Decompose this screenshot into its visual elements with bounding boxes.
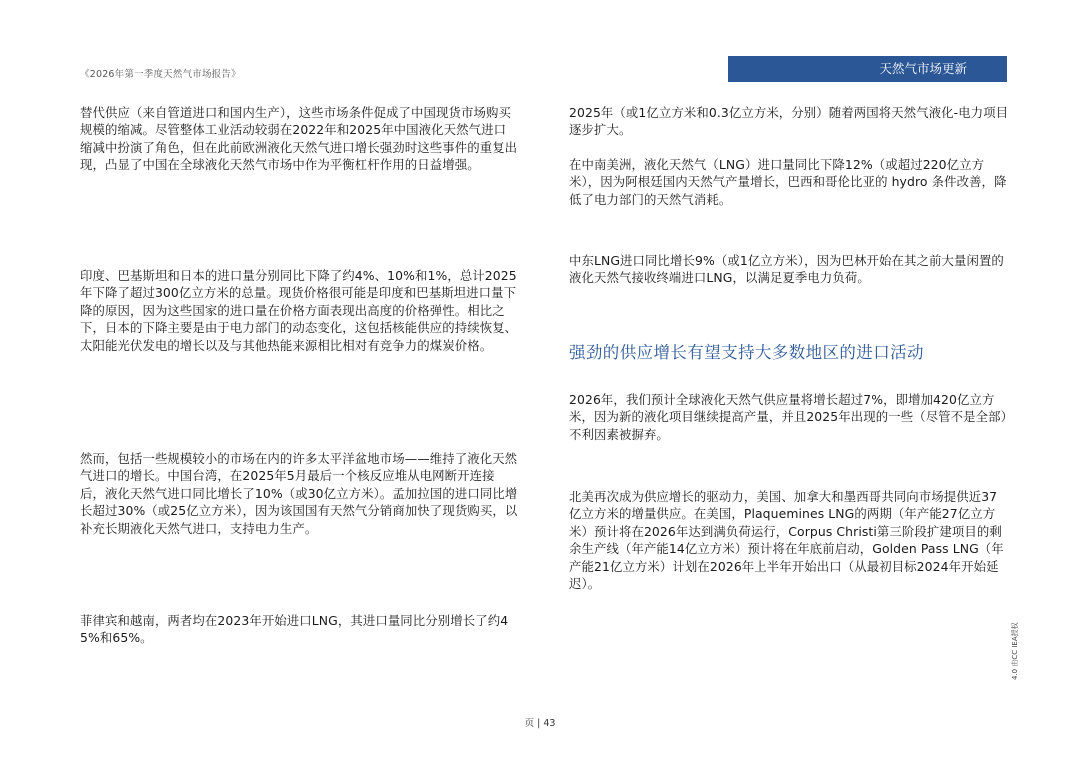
- right-paragraph-1: 2025年（或1亿立方米和0.3亿立方米，分别）随着两国将天然气液化-电力项目逐步扩大。: [569, 105, 1009, 138]
- right-paragraph-5: 北美再次成为供应增长的驱动力，美国、加拿大和墨西哥共同向市场提供近37亿立方米的增量供应。在美国，Plaquemines LNG的两期（年产能27亿立方米）预计将在2026年达到满负荷运行，Corpus Christi第三阶段扩建项目的剩余生产线（年产能14亿立方米）预计将在年底前启动，Golden Pass LNG（年产能21亿立方米）计划在2026年上半年开始出口（从最初目标2024年开始延迟）。: [569, 489, 1004, 592]
- right-paragraph-4: 2026年，我们预计全球液化天然气供应量将增长超过7%，即增加420亿立方米，因为新的液化项目继续提高产量，并且2025年出现的一些（尽管不是全部）不利因素被摒弃。: [569, 392, 1007, 442]
- section-banner: 天然气市场更新: [728, 56, 1007, 82]
- section-heading: 强劲的供应增长有望支持大多数地区的进口活动: [569, 343, 924, 362]
- license-note: 4.0 由CC IEA授权: [1011, 622, 1019, 680]
- left-paragraph-3: 然而，包括一些规模较小的市场在内的许多太平洋盆地市场——维持了液化天然气进口的增长。中国台湾，在2025年5月最后一个核反应堆从电网断开连接后，液化天然气进口同比增长了10%（或30亿立方米）。孟加拉国的进口同比增长超过30%（或25亿立方米），因为该国国有天然气分销商加快了现货购买，以补充长期液化天然气进口，支持电力生产。: [80, 451, 518, 536]
- left-paragraph-2: 印度、巴基斯坦和日本的进口量分别同比下降了约4%、10%和1%，总计2025年下降了超过300亿立方米的总量。现货价格很可能是印度和巴基斯坦进口量下降的原因，因为这些国家的进口量在价格方面表现出高度的价格弹性。相比之下，日本的下降主要是由于电力部门的动态变化，这包括核能供应的持续恢复、太阳能光伏发电的增长以及与其他热能来源相比相对有竞争力的煤炭价格。: [80, 268, 518, 353]
- running-title: 《2026年第一季度天然气市场报告》: [80, 69, 241, 80]
- page-number: 页 | 43: [524, 718, 556, 729]
- right-paragraph-2: 在中南美洲，液化天然气（LNG）进口量同比下降12%（或超过220亿立方米），因为阿根廷国内天然气产量增长，巴西和哥伦比亚的 hydro 条件改善，降低了电力部门的天然气消耗。: [569, 157, 1007, 207]
- right-paragraph-3: 中东LNG进口同比增长9%（或1亿立方米），因为巴林开始在其之前大量闲置的液化天然气接收终端进口LNG，以满足夏季电力负荷。: [569, 253, 1004, 286]
- left-paragraph-4: 菲律宾和越南，两者均在2023年开始进口LNG，其进口量同比分别增长了约45%和65%。: [80, 613, 509, 646]
- left-paragraph-1: 替代供应（来自管道进口和国内生产），这些市场条件促成了中国现货市场购买规模的缩减。尽管整体工业活动较弱在2022年和2025年中国液化天然气进口缩减中扮演了角色，但在此前欧洲液化天然气进口增长强劲时这些事件的重复出现，凸显了中国在全球液化天然气市场中作为平衡杠杆作用的日益增强。: [80, 105, 518, 173]
